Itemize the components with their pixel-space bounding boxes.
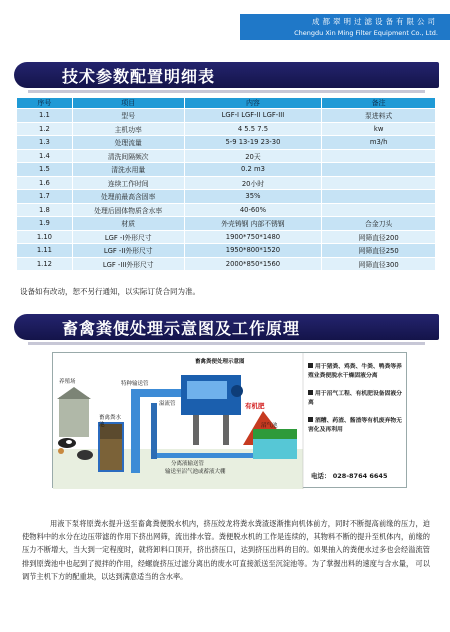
- table-row: [17, 163, 436, 177]
- table-row: [17, 203, 436, 217]
- label-overflow: 溢流管: [159, 401, 176, 407]
- cell-no: 1.2: [17, 122, 73, 136]
- company-name-en: Chengdu Xin Ming Filter Equipment Co., Ltd.: [294, 29, 438, 37]
- label-farm: 养殖场: [59, 379, 76, 385]
- cell-no: 1.4: [17, 149, 73, 163]
- cell-content: LGF-I LGF-II LGF-III: [184, 109, 322, 123]
- cell-no: 1.7: [17, 190, 73, 204]
- label-biogas: 沼气池: [261, 423, 278, 429]
- cell-note: [322, 203, 436, 217]
- table-row: [17, 257, 436, 271]
- cell-item: 清洗水用量: [72, 163, 184, 177]
- table-row: [17, 136, 436, 150]
- bullet-square-icon: [308, 390, 313, 395]
- cell-content: 0.2 m3: [184, 163, 322, 177]
- cell-note: 合金刀头: [322, 217, 436, 231]
- biogas-tank-liquid: [253, 439, 297, 459]
- cell-item: LGF -I外形尺寸: [72, 230, 184, 244]
- label-fertilizer: 有机肥: [245, 402, 265, 410]
- table-row: [17, 176, 436, 190]
- cell-no: 1.3: [17, 136, 73, 150]
- contact-phone: 电话： 028-8764 6645: [311, 472, 388, 480]
- table-row: [17, 230, 436, 244]
- feature-list: [308, 363, 404, 444]
- label-pit: 畜禽粪水池: [99, 415, 122, 428]
- cell-no: 1.9: [17, 217, 73, 231]
- cell-note: kw: [322, 122, 436, 136]
- table-row: [17, 190, 436, 204]
- machine-leg-2: [223, 415, 229, 445]
- cow-icon-2: [77, 450, 93, 460]
- barn-icon: [59, 397, 89, 437]
- cell-content: 1950*800*1520: [184, 244, 322, 258]
- section-title-specs: 技术参数配置明细表: [62, 67, 216, 86]
- table-header-no: 序号: [17, 98, 73, 109]
- cell-no: 1.10: [17, 230, 73, 244]
- cell-content: 20小时: [184, 176, 322, 190]
- cell-item: LGF -III外形尺寸: [72, 257, 184, 271]
- cell-note: 网筛直径300: [322, 257, 436, 271]
- feature-item: 用于猪粪、鸡粪、牛粪、鸭粪等养殖业粪便脱水干燥固液分离: [308, 364, 402, 379]
- label-to-pool: 输送至沼气池或蓄液大棚: [165, 469, 226, 475]
- diagram-title: 畜禽粪便处理示意图: [195, 359, 245, 365]
- company-name-cn: 成都翠明过滤设备有限公司: [312, 17, 438, 26]
- cell-note: [322, 149, 436, 163]
- spec-table: [16, 97, 436, 271]
- cell-content: 5-9 13-19 23-30: [184, 136, 322, 150]
- cell-item: 主机功率: [72, 122, 184, 136]
- cell-note: [322, 163, 436, 177]
- table-header-content: 内容: [184, 98, 322, 109]
- machine-leg: [193, 415, 199, 445]
- cell-content: 35%: [184, 190, 322, 204]
- cell-note: 网筛直径200: [322, 230, 436, 244]
- section-title-bar-diagram: [14, 314, 439, 340]
- cell-item: LGF -II外形尺寸: [72, 244, 184, 258]
- cell-item: 连续工作时间: [72, 176, 184, 190]
- feature-item: 用于沼气工程、有机肥设备固液分离: [308, 391, 402, 406]
- cell-item: 处理后固体物质含水率: [72, 203, 184, 217]
- cow-spot-icon: [66, 440, 72, 444]
- table-header-item: 项目: [72, 98, 184, 109]
- label-pipe: 特种输送管: [121, 381, 149, 387]
- cell-content: 20天: [184, 149, 322, 163]
- label-separated: 分离液输送管: [171, 461, 205, 467]
- bullet-square-icon: [308, 417, 313, 422]
- section-title-bar-specs: [14, 62, 439, 88]
- process-diagram: [52, 352, 407, 488]
- cell-note: m3/h: [322, 136, 436, 150]
- cell-content: 2000*850*1560: [184, 257, 322, 271]
- table-row: [17, 149, 436, 163]
- table-row: [17, 244, 436, 258]
- barn-roof-icon: [57, 387, 91, 399]
- bullet-square-icon: [308, 363, 313, 368]
- cell-content: 40-60%: [184, 203, 322, 217]
- cell-item: 处理流量: [72, 136, 184, 150]
- cell-content: 外壳铸钢 内部不锈钢: [184, 217, 322, 231]
- cell-item: 清洗间隔频次: [72, 149, 184, 163]
- cell-no: 1.8: [17, 203, 73, 217]
- feature-item: 酒糟、药渣、酱渣等有机废弃物无害化及再利用: [308, 418, 402, 433]
- table-row: [17, 217, 436, 231]
- table-header-note: 备注: [322, 98, 436, 109]
- cell-content: 4 5.5 7.5: [184, 122, 322, 136]
- cell-content: 1900*750*1480: [184, 230, 322, 244]
- overflow-pipe: [151, 403, 157, 459]
- table-row: [17, 109, 436, 123]
- table-row: [17, 122, 436, 136]
- cell-item: 处理前最高含固率: [72, 190, 184, 204]
- cell-note: [322, 176, 436, 190]
- working-principle-text: 用液下泵将原粪水提升送至畜禽粪便脱水机内，挤压绞龙将粪水粪渣逐渐推向机体前方，同时不断提高前缘的压力，迫使物料中的水分在边压带滤的作用下挤出网筛，流出排水管。粪便脱水机的工作是连续的，其物料不断的提升至机体内，前缘的压力不断增大，当大到一定程度时，就将卸料口顶开，挤出挤压口，达到挤压出料的目的。如果抽入的粪便水过多也会经溢流管排到原粪池中也起到了搅拌的作用，经螺旋挤压过滤分离出的废水可直接派送至沉淀池等。为了掌握出料的速度与含水量， 可以调节主机下方的配重块，以达到满意适当的含水率。: [22, 519, 430, 581]
- notice-text: 设备如有改动，恕不另行通知，以实际订货合同为准。: [20, 287, 200, 296]
- cell-no: 1.11: [17, 244, 73, 258]
- cell-note: 网筛直径250: [322, 244, 436, 258]
- manure-pit-liquid: [100, 439, 122, 470]
- cell-note: 泵进料式: [322, 109, 436, 123]
- cell-no: 1.12: [17, 257, 73, 271]
- conveyor-pipe-vertical: [131, 393, 140, 473]
- dewatering-machine-screen: [187, 381, 227, 399]
- machine-motor-icon: [231, 385, 243, 397]
- company-banner: [240, 14, 450, 40]
- section-title-diagram: 畜禽粪便处理示意图及工作原理: [62, 319, 301, 338]
- table-header-row: [17, 98, 436, 109]
- cell-no: 1.6: [17, 176, 73, 190]
- cell-no: 1.5: [17, 163, 73, 177]
- cell-note: [322, 190, 436, 204]
- cell-item: 材质: [72, 217, 184, 231]
- cell-no: 1.1: [17, 109, 73, 123]
- cell-item: 型号: [72, 109, 184, 123]
- chicken-icon: [58, 448, 64, 454]
